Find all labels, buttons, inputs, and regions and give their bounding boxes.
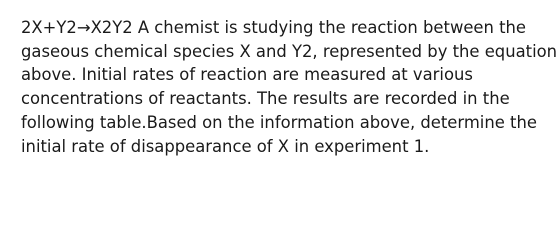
question-text: [21, 16, 558, 158]
question-line: initial rate of disappearance of X in experiment 1.: [21, 136, 430, 156]
question-line: following table.Based on the information above, determine the: [21, 112, 537, 132]
question-line: concentrations of reactants. The results are recorded in the: [21, 89, 510, 109]
question-line: gaseous chemical species X and Y2, represented by the equation: [21, 41, 558, 61]
question-line: 2X+Y2→X2Y2 A chemist is studying the reaction between the: [21, 18, 527, 37]
question-line: above. Initial rates of reaction are measured at various: [21, 65, 473, 85]
